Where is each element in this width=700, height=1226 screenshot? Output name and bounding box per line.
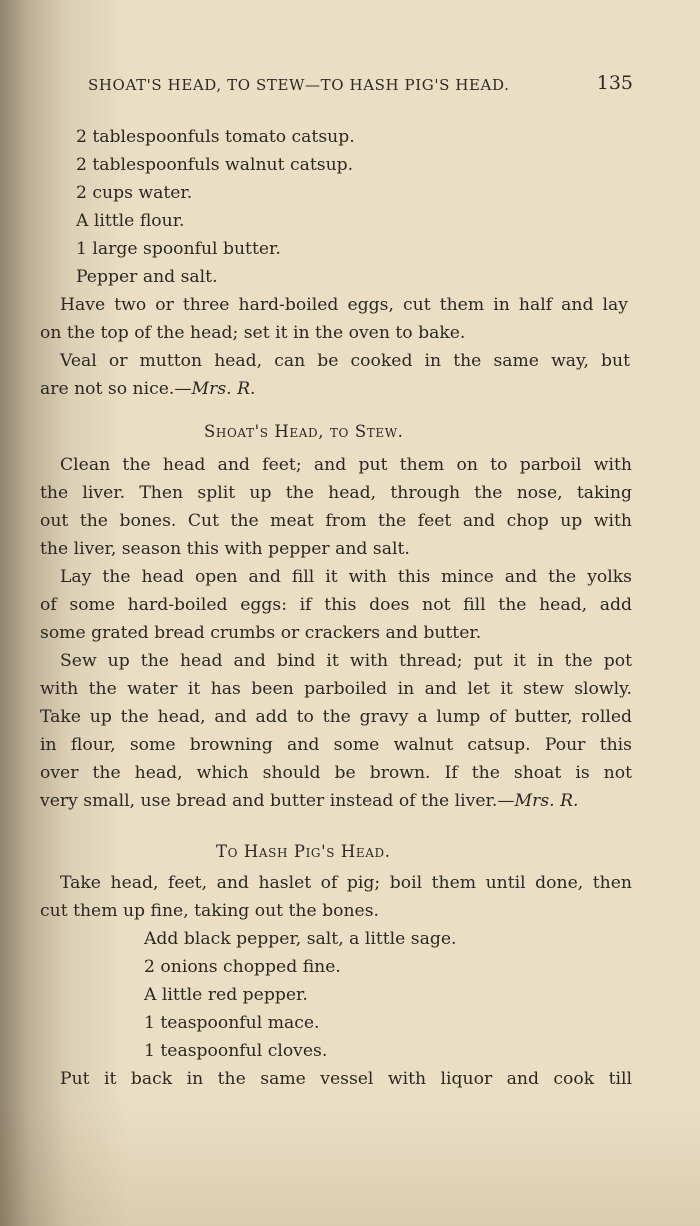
ingredient-line: 2 tablespoonfuls tomato catsup.: [76, 127, 355, 147]
paragraph-text: very small, use bread and butter instead of the liver.—: [40, 791, 515, 811]
ingredient-line: Pepper and salt.: [76, 267, 218, 287]
paragraph-line: Sew up the head and bind it with thread; put it in the pot: [60, 651, 632, 671]
paragraph-line: Take head, feet, and haslet of pig; boil them until done, then: [60, 873, 632, 893]
paragraph-line: Have two or three hard-boiled eggs, cut them in half and lay: [60, 295, 628, 315]
paragraph-line: Put it back in the same vessel with liquor and cook till: [60, 1069, 632, 1089]
paragraph-line: over the head, which should be brown. If the shoat is not: [40, 763, 632, 783]
ingredient-line: A little red pepper.: [144, 985, 308, 1005]
ingredient-line: A little flour.: [76, 211, 185, 231]
ingredient-line: 2 cups water.: [76, 183, 193, 203]
paragraph-line: the liver, season this with pepper and salt.: [40, 539, 410, 559]
attribution: Mrs. R.: [514, 791, 579, 811]
ingredient-line: 1 large spoonful butter.: [76, 239, 281, 259]
paragraph-line: Lay the head open and fill it with this mince and the yolks: [60, 567, 632, 587]
ingredient-line: 1 teaspoonful mace.: [144, 1013, 320, 1033]
paragraph-text: are not so nice.—: [40, 379, 192, 399]
paragraph-line: of some hard-boiled eggs: if this does not fill the head, add: [40, 595, 632, 615]
running-head-title: SHOAT'S HEAD, TO STEW—TO HASH PIG'S HEAD.: [88, 76, 510, 94]
ingredient-line: 2 tablespoonfuls walnut catsup.: [76, 155, 354, 175]
ingredient-line: 2 onions chopped fine.: [144, 957, 341, 977]
paragraph-line: out the bones. Cut the meat from the feet and chop up with: [40, 511, 632, 531]
paragraph-line: with the water it has been parboiled in and let it stew slowly.: [40, 679, 632, 699]
section-heading: Shoat's Head, to Stew.: [204, 422, 404, 441]
paragraph-line: some grated bread crumbs or crackers and butter.: [40, 623, 482, 643]
paragraph-line: the liver. Then split up the head, through the nose, taking: [40, 483, 632, 503]
ingredient-line: 1 teaspoonful cloves.: [144, 1041, 328, 1061]
running-head: [88, 72, 633, 102]
paragraph-line: Take up the head, and add to the gravy a lump of butter, rolled: [40, 707, 632, 727]
paragraph-line: Veal or mutton head, can be cooked in the same way, but: [60, 351, 630, 371]
section-heading: To Hash Pig's Head.: [216, 842, 391, 861]
page-number: 135: [596, 72, 633, 94]
paragraph-line: cut them up fine, taking out the bones.: [40, 901, 380, 921]
paragraph-line: [40, 790, 579, 812]
paragraph-line: [40, 378, 256, 400]
attribution: Mrs. R.: [191, 379, 256, 399]
paragraph-line: in flour, some browning and some walnut catsup. Pour this: [40, 735, 632, 755]
paragraph-line: Clean the head and feet; and put them on to parboil with: [60, 455, 632, 475]
paragraph-line: on the top of the head; set it in the oven to bake.: [40, 323, 466, 343]
ingredient-line: Add black pepper, salt, a little sage.: [144, 929, 457, 949]
